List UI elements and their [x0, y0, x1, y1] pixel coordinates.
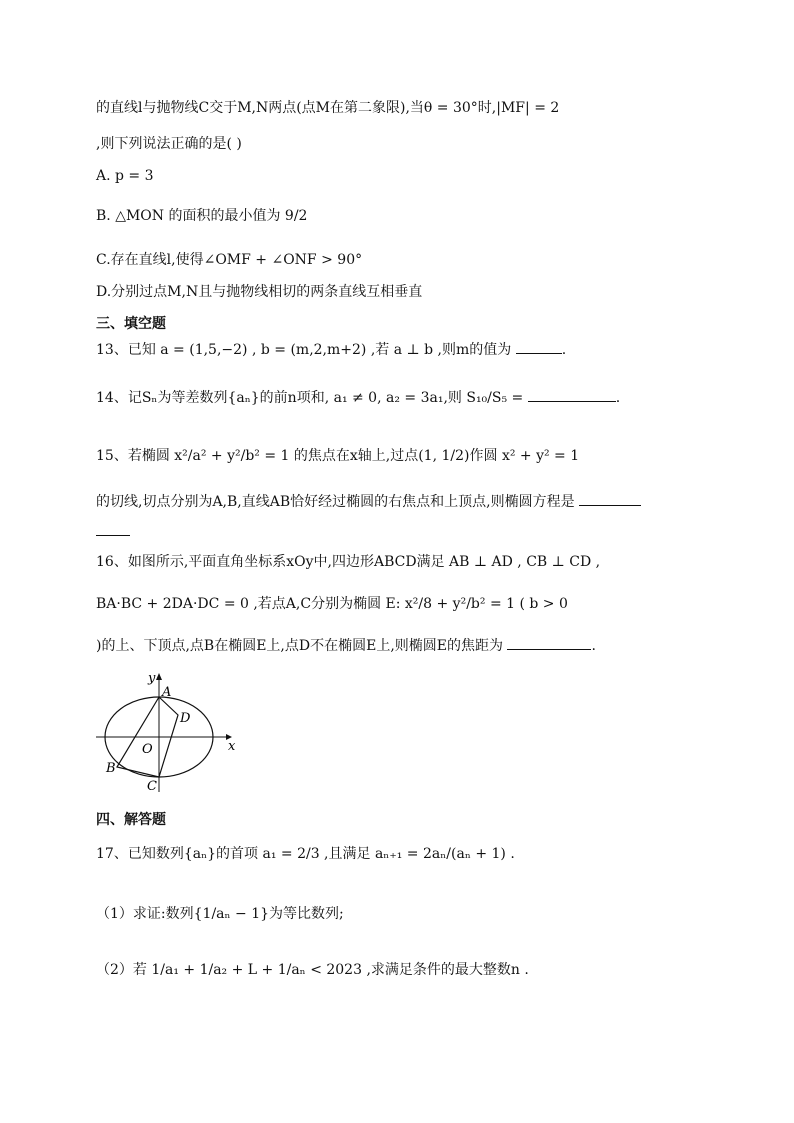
- problem-line-2: ,则下列说法正确的是( ): [96, 136, 242, 152]
- question-14-text: 14、记Sₙ为等差数列{aₙ}的前n项和, a₁ ≠ 0, a₂ = 3a₁,则 S₁₀/S₅ =: [96, 390, 524, 406]
- label-b: B: [106, 761, 116, 776]
- option-a: A. p = 3: [96, 168, 154, 184]
- option-b: B. △MON 的面积的最小值为 9/2: [96, 208, 308, 224]
- question-13: 13、已知 a = (1,5,−2) , b = (m,2,m+2) ,若 a ⊥ b ,则m的值为 .: [96, 342, 567, 358]
- question-17-part-1: （1）求证:数列{1/aₙ − 1}为等比数列;: [96, 906, 344, 922]
- option-d: D.分别过点M,N且与抛物线相切的两条直线互相垂直: [96, 284, 423, 300]
- answer-blank-16[interactable]: [507, 637, 591, 650]
- y-axis-arrow: [156, 673, 162, 680]
- ellipse-diagram: [96, 668, 236, 796]
- section-title-solutions: 四、解答题: [96, 812, 166, 828]
- question-16-line-1: 16、如图所示,平面直角坐标系xOy中,四边形ABCD满足 AB ⊥ AD , CB ⊥ CD ,: [96, 554, 601, 570]
- label-c: C: [147, 779, 157, 794]
- question-17-part-2: （2）若 1/a₁ + 1/a₂ + L + 1/aₙ < 2023 ,求满足条件的最大整数n .: [96, 962, 529, 978]
- question-15-line-2: [96, 492, 641, 512]
- answer-blank-15-cont: [96, 522, 130, 542]
- option-c: C.存在直线l,使得∠OMF + ∠ONF > 90°: [96, 252, 363, 268]
- question-16-line-2: BA·BC + 2DA·DC = 0 ,若点A,C分别为椭圆 E: x²/8 + y²/b² = 1 ( b > 0: [96, 596, 568, 612]
- question-14: 14、记Sₙ为等差数列{aₙ}的前n项和, a₁ ≠ 0, a₂ = 3a₁,则 S₁₀/S₅ = .: [96, 390, 621, 406]
- label-d: D: [180, 711, 191, 726]
- section-title-fill-in: 三、填空题: [96, 316, 166, 332]
- label-y: y: [148, 671, 156, 686]
- label-a: A: [162, 685, 172, 700]
- problem-line-1: 的直线l与抛物线C交于M,N两点(点M在第二象限),当θ = 30°时,|MF| = 2: [96, 100, 560, 116]
- label-x: x: [228, 739, 236, 754]
- answer-blank-15[interactable]: [579, 493, 641, 506]
- answer-blank-14[interactable]: [528, 389, 616, 402]
- question-13-text: 13、已知 a = (1,5,−2) , b = (m,2,m+2) ,若 a ⊥ b ,则m的值为: [96, 342, 512, 358]
- question-15-line-1: 15、若椭圆 x²/a² + y²/b² = 1 的焦点在x轴上,过点(1, 1/2)作圆 x² + y² = 1: [96, 448, 580, 464]
- question-17: 17、已知数列{aₙ}的首项 a₁ = 2/3 ,且满足 aₙ₊₁ = 2aₙ/(aₙ + 1) .: [96, 846, 515, 862]
- label-o: O: [142, 742, 153, 757]
- answer-blank-13[interactable]: [516, 341, 562, 354]
- ellipse-figure: [96, 668, 236, 796]
- question-16-text: )的上、下顶点,点B在椭圆E上,点D不在椭圆E上,则椭圆E的焦距为: [96, 638, 503, 654]
- answer-blank-15-tail[interactable]: [96, 523, 130, 536]
- question-15-text: 的切线,切点分别为A,B,直线AB恰好经过椭圆的右焦点和上顶点,则椭圆方程是: [96, 494, 575, 510]
- question-16-line-3: )的上、下顶点,点B在椭圆E上,点D不在椭圆E上,则椭圆E的焦距为 .: [96, 638, 596, 654]
